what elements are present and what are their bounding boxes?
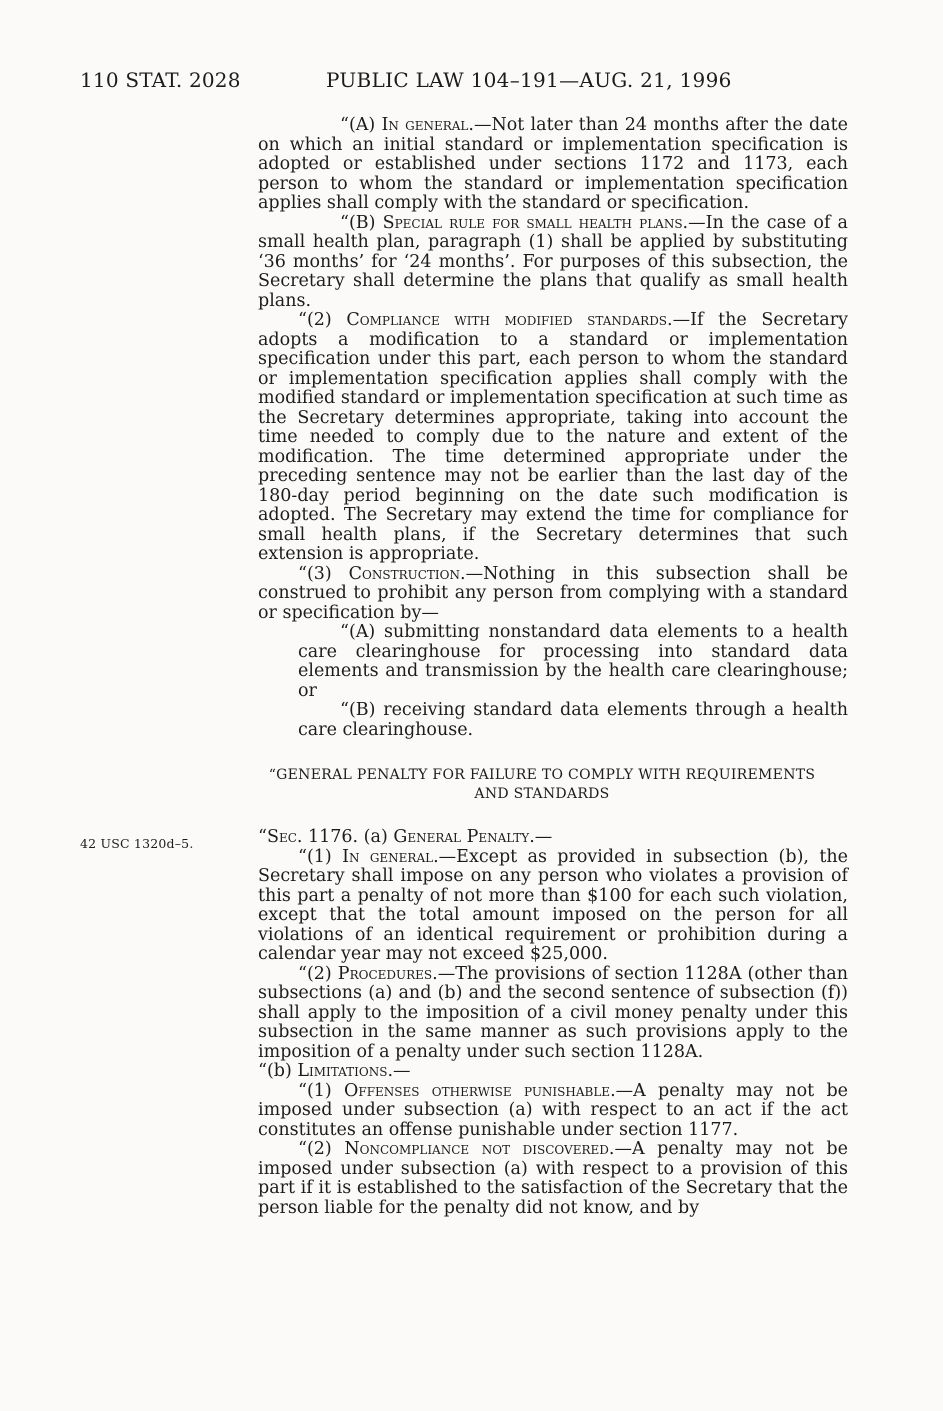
section-1176-heading: “Sec. 1176. (a) General Penalty.— [258, 827, 553, 847]
paragraph-2-modified-standards: “(2) Compliance with modified standards.—If the Secretary adopts a modification to a standard or implementation specification under this part, each person to whom the standard or implementation specification applies shall comply with the modified standard or implementation specification at such time as the Secretary determines appropriate, taking into account the time needed to comply due to the nature and extent of the modification. The time determined appropriate under the preceding sentence may not be earlier than the last day of the 180-day period beginning on the date such modification is adopted. The Secretary may extend the time for compliance for small health plans, if the Secretary determines that such extension is appropriate. [258, 310, 848, 564]
statute-page-number: 110 STAT. 2028 [80, 68, 241, 92]
running-header-title: PUBLIC LAW 104–191—AUG. 21, 1996 [326, 68, 732, 92]
document-body [258, 116, 848, 1218]
section-1176-a-2-procedures: “(2) Procedures.—The provisions of section 1128A (other than subsections (a) and (b) and the second sentence of subsection (f)) shall apply to the imposition of a civil money penalty under this subsection in the same manner as such provisions apply to the imposition of a penalty under such section 1128A. [258, 963, 848, 1062]
section-1176-b-1-offenses: “(1) Offenses otherwise punishable.—A penalty may not be imposed under subsection (a) with respect to an act if the act constitutes an offense punishable under section 1177. [258, 1080, 849, 1140]
section-1176-b-2-noncompliance: “(2) Noncompliance not discovered.—A penalty may not be imposed under subsection (a) with respect to a provision of this part if it is established to the satisfaction of the Secretary that the person liable for the penalty did not know, and by [258, 1139, 848, 1218]
subparagraph-b-receiving: “(B) receiving standard data elements through a health care clearinghouse. [298, 700, 848, 740]
section-1176-a-1-in-general: “(1) In general.—Except as provided in subsection (b), the Secretary shall impose on any person who violates a provision of this part a penalty of not more than $100 for each such violation, except that the total amount imposed on the person for all violations of an identical requirement or prohibition during a calendar year may not exceed $25,000. [258, 846, 848, 964]
paragraph-b-small-health-plans: “(B) Special rule for small health plans.—In the case of a small health plan, paragraph (1) shall be applied by substituting ‘36 months’ for ‘24 months’. For purposes of this subsection, the Secretary shall determine the plans that qualify as small health plans. [258, 212, 848, 311]
paragraph-a-in-general: “(A) In general.—Not later than 24 months after the date on which an initial standard or implementation specification is adopted or established under sections 1172 and 1173, each person to whom the standard or implementation specification applies shall comply with the standard or specification. [258, 115, 848, 213]
margin-citation: 42 USC 1320d–5. [80, 836, 194, 851]
subparagraph-a-nonstandard: “(A) submitting nonstandard data elements to a health care clearinghouse for processing into standard data elements and transmission by the health care clearinghouse; or [298, 622, 848, 701]
section-1176 [258, 828, 848, 1218]
paragraph-3-construction: “(3) Construction.—Nothing in this subsection shall be construed to prohibit any person from complying with a standard or specification by— [258, 563, 848, 623]
section-1176-b-limitations: “(b) Limitations.— [258, 1061, 411, 1081]
section-heading: “GENERAL PENALTY FOR FAILURE TO COMPLY WITH REQUIREMENTS AND STANDARDS [268, 767, 816, 802]
